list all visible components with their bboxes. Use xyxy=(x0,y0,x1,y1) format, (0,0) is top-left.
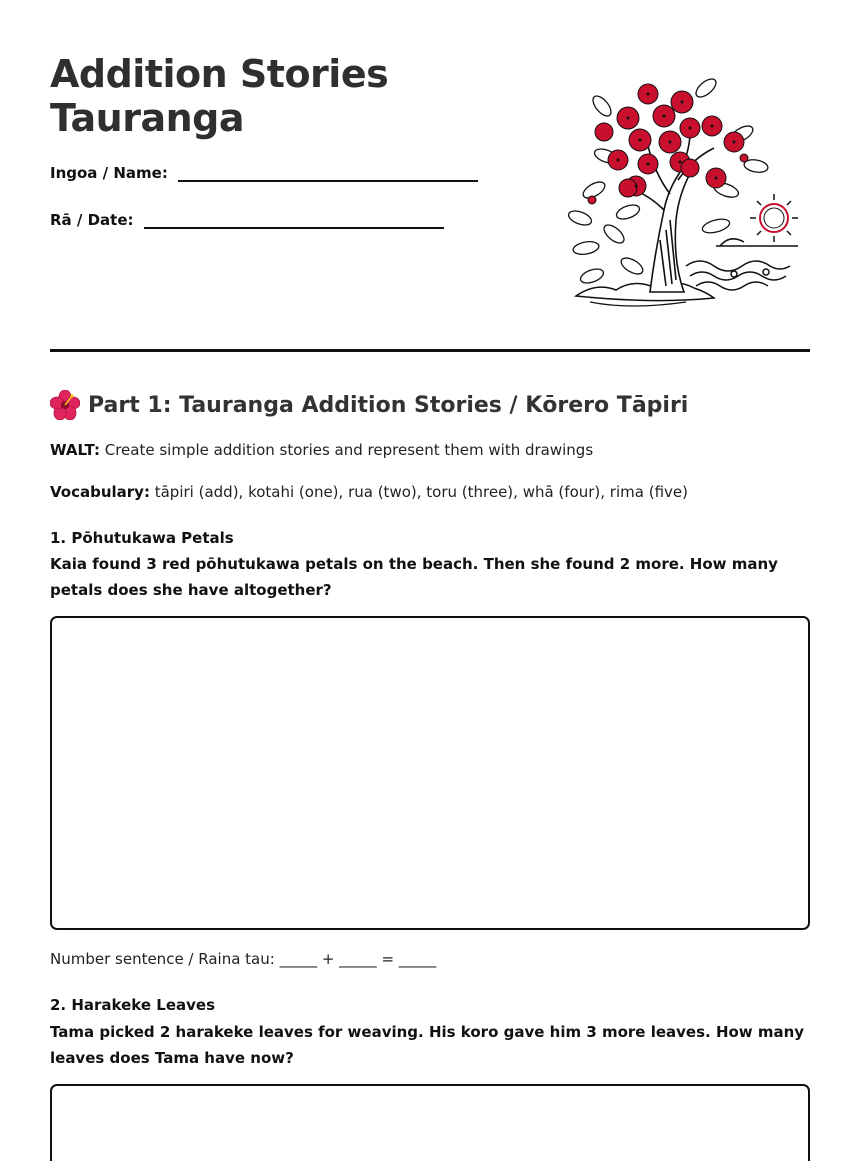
title-line-2: Tauranga xyxy=(50,96,244,140)
section-title-text: Part 1: Tauranga Addition Stories / Kōrero Tāpiri xyxy=(88,392,689,418)
name-field[interactable] xyxy=(50,164,478,182)
name-label: Ingoa / Name: xyxy=(50,164,168,182)
question-2-heading: 2. Harakeke Leaves xyxy=(50,996,215,1014)
question-1-text: Kaia found 3 red pōhutukawa petals on the beach. Then she found 2 more. How many petals does she have altogether? xyxy=(50,555,778,599)
number-sentence[interactable]: Number sentence / Raina tau: _____ + _____ = _____ xyxy=(50,950,437,968)
vocabulary-text: tāpiri (add), kotahi (one), rua (two), toru (three), whā (four), rima (five) xyxy=(149,483,688,501)
walt-line xyxy=(50,441,593,459)
walt-text: Create simple addition stories and represent them with drawings xyxy=(99,441,594,459)
date-line[interactable] xyxy=(144,211,444,229)
header-divider xyxy=(50,349,810,352)
vocabulary-line xyxy=(50,483,688,501)
pohutukawa-tree-illustration xyxy=(566,70,802,314)
hibiscus-icon xyxy=(50,390,80,420)
walt-label: WALT: xyxy=(50,441,100,459)
vocabulary-label: Vocabulary: xyxy=(50,483,150,501)
title-line-1: Addition Stories xyxy=(50,52,389,96)
question-1-drawing-box[interactable] xyxy=(50,616,810,930)
worksheet-title xyxy=(50,52,388,140)
question-2-text: Tama picked 2 harakeke leaves for weaving. His koro gave him 3 more leaves. How many leaves does Tama have now? xyxy=(50,1023,805,1067)
name-line[interactable] xyxy=(178,164,478,182)
question-2-drawing-box[interactable] xyxy=(50,1084,810,1161)
question-1-heading: 1. Pōhutukawa Petals xyxy=(50,529,234,547)
date-label: Rā / Date: xyxy=(50,211,134,229)
sun-icon xyxy=(750,194,798,242)
section-heading xyxy=(50,390,688,420)
date-field[interactable] xyxy=(50,211,444,229)
